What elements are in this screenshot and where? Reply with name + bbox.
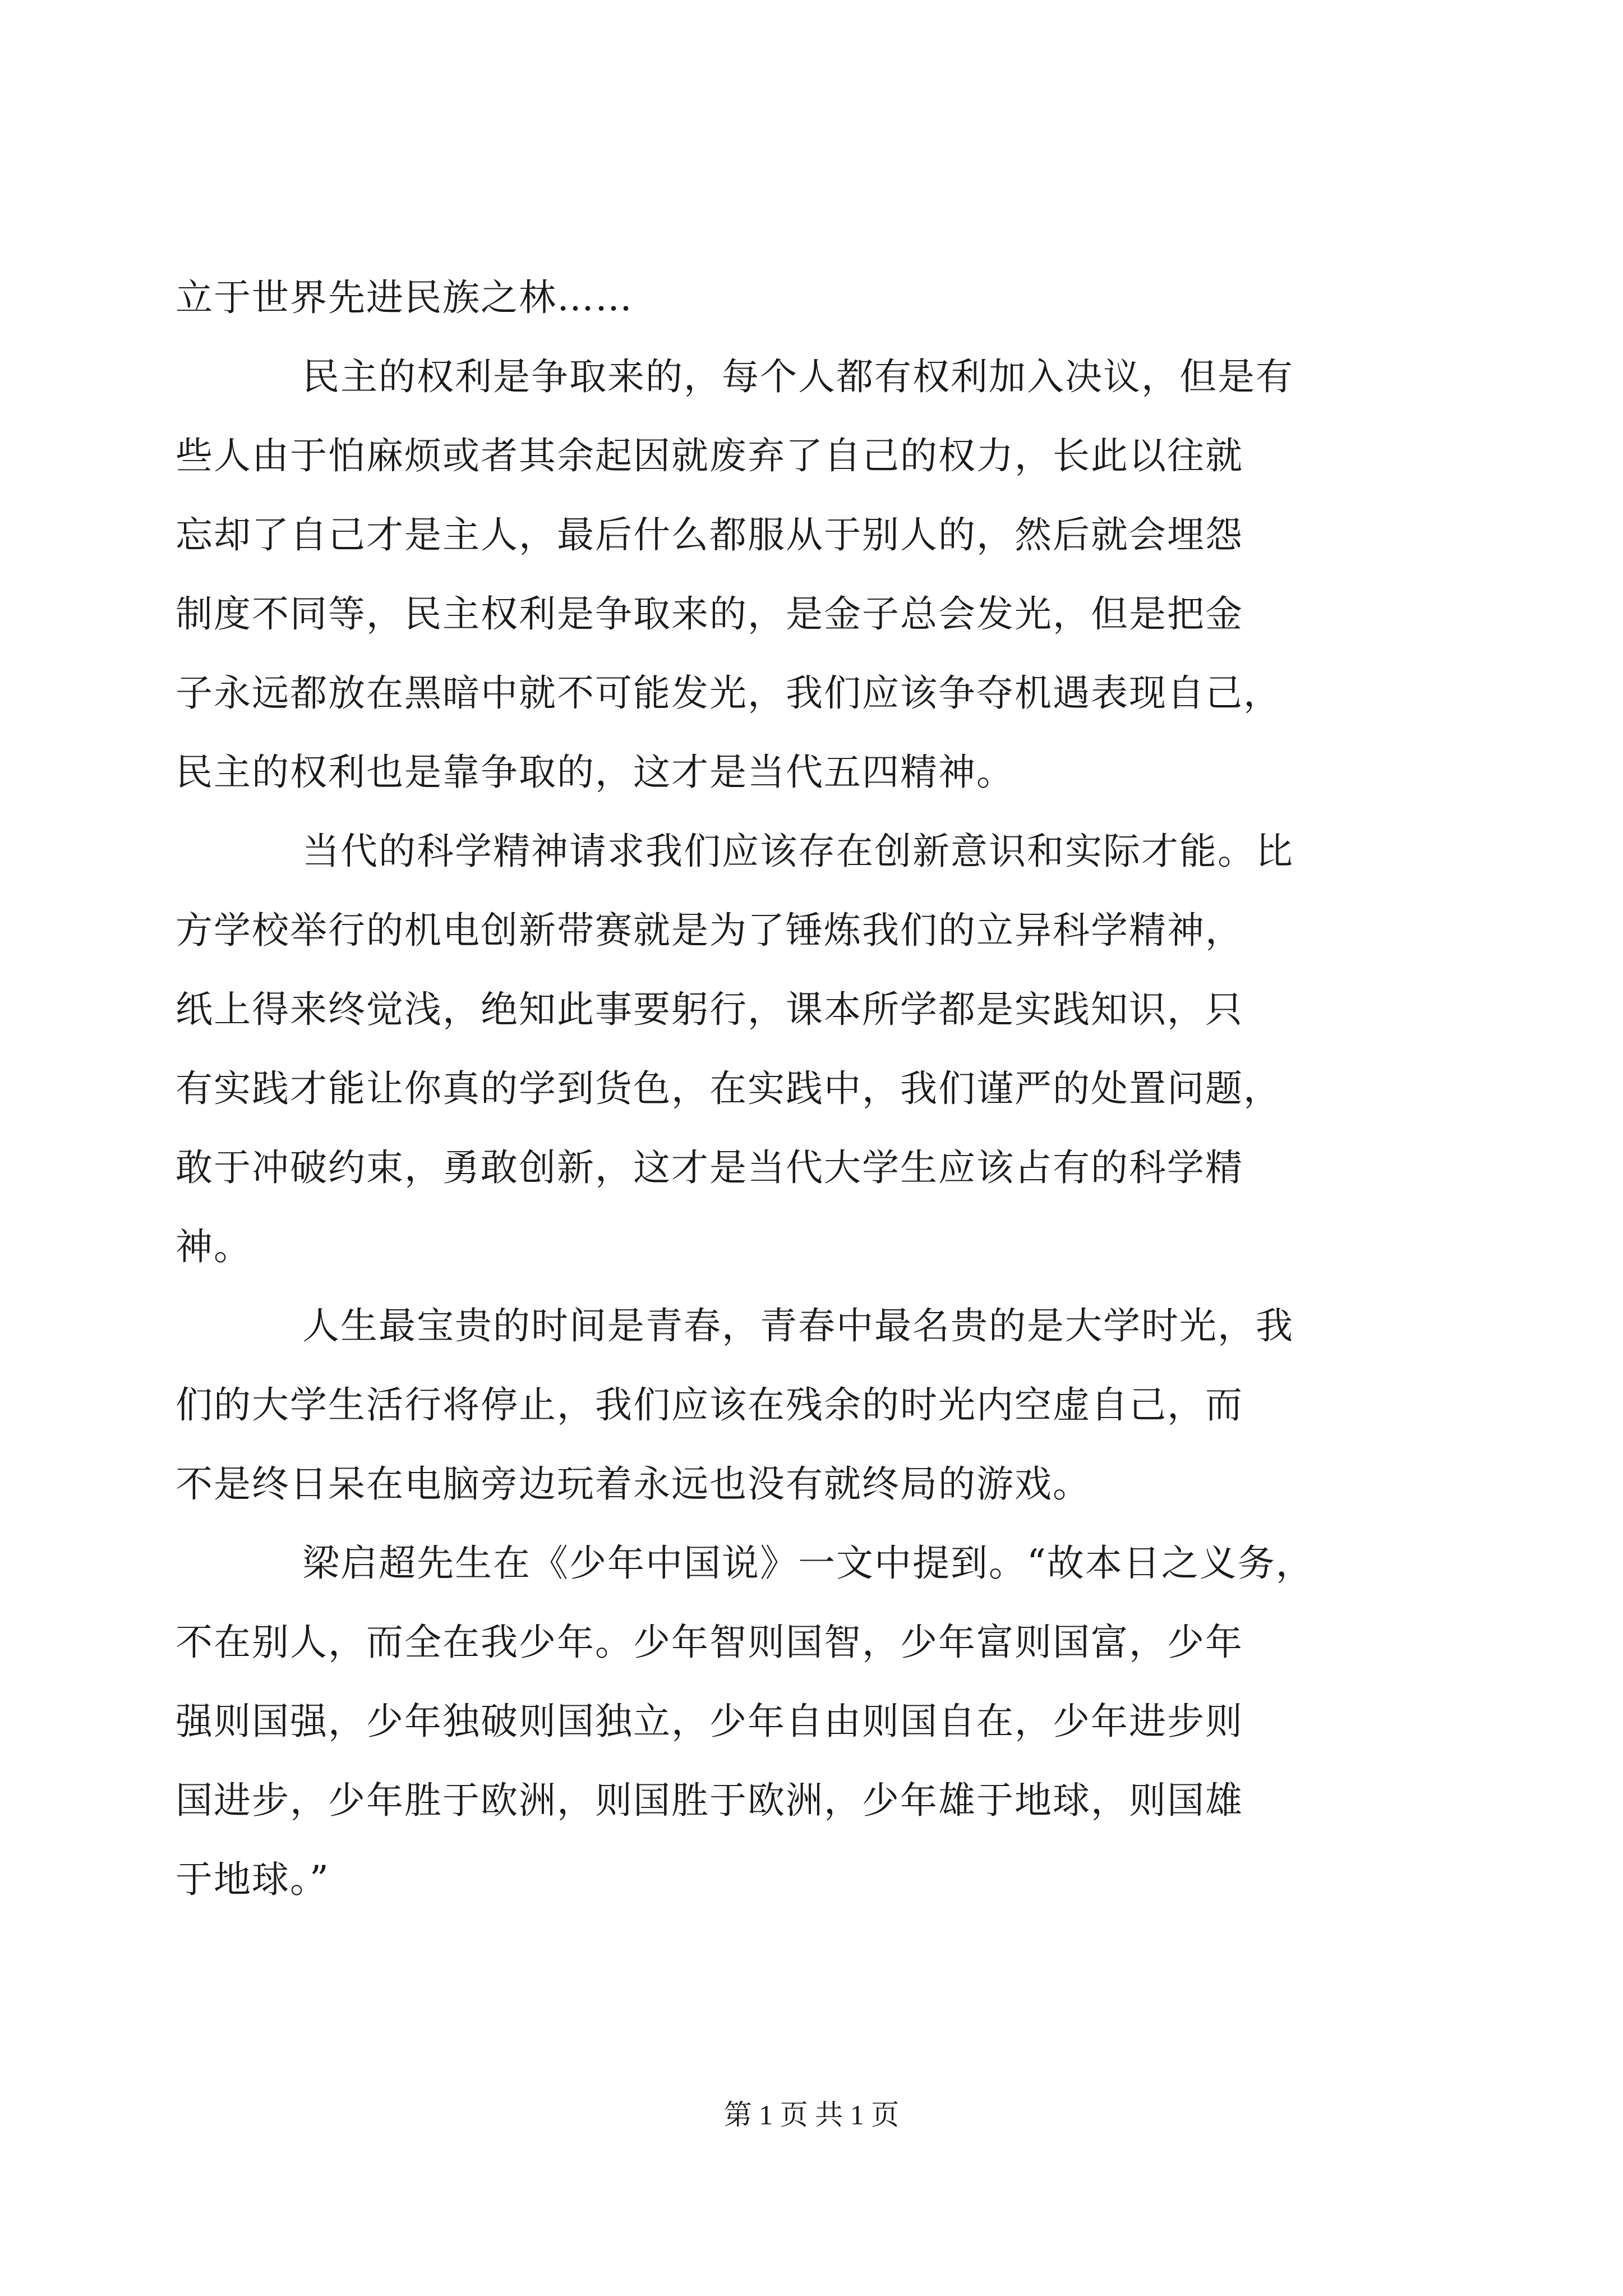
document-body <box>176 258 1443 1919</box>
paragraph <box>176 1524 1443 1919</box>
text-line: 些人由于怕麻烦或者其余起因就废弃了自己的权力，长此以往就 <box>176 434 1243 477</box>
text-line: 方学校举行的机电创新带赛就是为了锤炼我们的立异科学精神， <box>176 909 1243 952</box>
text-line: 民主的权利也是靠争取的，这才是当代五四精神。 <box>176 751 1015 794</box>
text-line: 有实践才能让你真的学到货色，在实践中，我们谨严的处置问题， <box>176 1067 1281 1110</box>
text-line: 制度不同等，民主权利是争取来的，是金子总会发光，但是把金 <box>176 592 1243 636</box>
text-line: 敢于冲破约束，勇敢创新，这才是当代大学生应该占有的科学精 <box>176 1146 1243 1189</box>
text-line: 忘却了自己才是主人，最后什么都服从于别人的，然后就会埋怨 <box>176 513 1243 556</box>
text-line: 于地球。” <box>176 1858 330 1901</box>
text-line: 国进步，少年胜于欧洲，则国胜于欧洲，少年雄于地球，则国雄 <box>176 1779 1243 1822</box>
text-line: 不在别人，而全在我少年。少年智则国智，少年富则国富，少年 <box>176 1621 1243 1664</box>
text-line: 梁启超先生在《少年中国说》一文中提到。“故本日之义务， <box>302 1542 1314 1585</box>
paragraph <box>176 1286 1443 1524</box>
paragraph <box>176 258 1443 337</box>
paragraph <box>176 337 1443 812</box>
text-line: 子永远都放在黑暗中就不可能发光，我们应该争夺机遇表现自己， <box>176 671 1281 715</box>
text-line: 们的大学生活行将停止，我们应该在残余的时光内空虚自己，而 <box>176 1383 1243 1427</box>
text-line: 不是终日呆在电脑旁边玩着永远也没有就终局的游戏。 <box>176 1462 1091 1506</box>
text-line: 当代的科学精神请求我们应该存在创新意识和实际才能。比 <box>302 830 1294 873</box>
text-line: 人生最宝贵的时间是青春，青春中最名贵的是大学时光，我 <box>302 1304 1294 1347</box>
text-line: 立于世界先进民族之林…… <box>176 276 633 319</box>
text-line: 神。 <box>176 1225 252 1268</box>
paragraph <box>176 812 1443 1286</box>
page-footer: 第 1 页 共 1 页 <box>723 2099 900 2131</box>
text-line: 强则国强，少年独破则国独立，少年自由则国自在，少年进步则 <box>176 1700 1243 1743</box>
text-line: 纸上得来终觉浅，绝知此事要躬行，课本所学都是实践知识，只 <box>176 988 1243 1031</box>
text-line: 民主的权利是争取来的，每个人都有权利加入决议，但是有 <box>302 355 1294 398</box>
